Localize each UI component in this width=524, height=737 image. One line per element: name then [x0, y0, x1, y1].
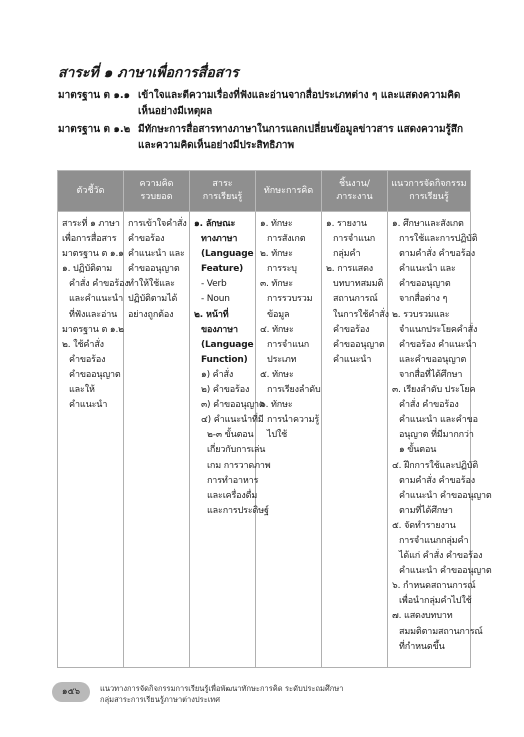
cell-line: คำสั่ง คำขอร้อง: [399, 400, 459, 411]
cell-line: เกม การวาดภาพ: [207, 460, 271, 471]
cell-line: คำแนะนำ: [333, 354, 372, 365]
standard-1: [58, 88, 472, 120]
cell-line: ประเภท: [267, 354, 297, 365]
page-number: ๑๕๖: [52, 682, 90, 702]
cell-line: อย่างถูกต้อง: [128, 309, 174, 320]
cell-line: คำขอร้อง: [333, 324, 370, 335]
cell-line: ตามคำสั่ง คำขอร้อง: [399, 475, 475, 486]
cell-line: การเข้าใจคำสั่ง: [128, 219, 187, 229]
cell-line: และการประดิษฐ์: [207, 505, 269, 516]
cell-line: ที่กำหนดขึ้น: [399, 641, 445, 652]
cell-line: ๑. ศึกษาและสังเกต: [392, 219, 464, 229]
cell-line: Function): [201, 354, 248, 365]
cell-line: สถานการณ์: [333, 294, 378, 305]
cell-line: คำขอร้อง คำแนะนำ: [399, 339, 477, 350]
standard-label: มาตรฐาน ต ๑.๒: [58, 124, 131, 135]
header-line: ทักษะการคิด: [263, 185, 314, 196]
cell-line: จำแนกประโยคคำสั่ง: [399, 324, 478, 335]
cell-line: ๒. หน้าที่: [194, 309, 229, 320]
cell-line: ตามคำสั่ง คำขอร้อง: [399, 249, 475, 260]
cell-line: และคำแนะนำ: [69, 294, 124, 305]
header-thinking-skills: [256, 171, 322, 212]
cell-line: ๔. ฝึกการใช้และปฏิบัติ: [392, 460, 479, 471]
content-cell: [190, 212, 271, 668]
cell-line: ๓) คำขออนุญาต: [201, 400, 265, 411]
header-tasks: [322, 171, 388, 212]
cell-line: (Language: [201, 339, 254, 350]
cell-line: - Verb: [201, 279, 227, 290]
cell-line: ปฏิบัติตามได้: [128, 294, 178, 305]
cell-line: การรวบรวม: [267, 294, 313, 305]
cell-line: การนำความรู้: [267, 415, 320, 426]
cell-line: - Noun: [201, 294, 230, 305]
header-line: ชิ้นงาน/: [339, 179, 370, 189]
cell-line: ๓. เรียงลำดับ ประโยค: [392, 385, 476, 396]
cell-line: ทางภาษา: [201, 234, 238, 245]
header-line: ภาระงาน: [336, 192, 373, 202]
cell-line: คำขอร้อง: [69, 354, 106, 365]
cell-line: ๒. รวบรวมและ: [392, 309, 450, 320]
cell-line: (Language: [201, 249, 254, 260]
cell-line: การจำแนก: [333, 234, 376, 245]
cell-line: ในการใช้คำสั่ง: [333, 309, 389, 320]
cell-line: และเครื่องดื่ม: [207, 490, 258, 501]
standard-2: [58, 122, 472, 154]
cell-line: ๑) คำสั่ง: [201, 369, 234, 380]
cell-line: ๖. ทักษะ: [260, 400, 293, 411]
cell-line: คำแนะนำ: [69, 400, 108, 411]
header-line: รวบยอด: [140, 192, 173, 202]
cell-line: จากสื่อที่ได้ศึกษา: [399, 369, 463, 380]
cell-line: สาระที่ ๑ ภาษา: [62, 219, 120, 229]
cell-line: ๒-๓ ขั้นตอน: [207, 430, 254, 441]
cell-line: สมมติตามสถานการณ์: [399, 626, 483, 637]
indicators-cell: [58, 212, 129, 668]
cell-line: คำแนะนำ คำขออนุญาต: [399, 490, 492, 501]
cell-line: ของภาษา: [201, 324, 238, 335]
cell-line: คำสั่ง คำขอร้อง: [69, 279, 129, 290]
table-row: [58, 212, 471, 668]
cell-line: และคำขออนุญาต: [399, 354, 467, 365]
cell-line: บทบาทสมมติ: [333, 279, 384, 290]
header-line: การเรียนรู้: [409, 192, 449, 202]
cell-line: การใช้และการปฏิบัติ: [399, 234, 478, 245]
header-line: การเรียนรู้: [202, 192, 243, 202]
cell-line: การจำแนก: [267, 339, 310, 350]
cell-line: ๒. การแสดง: [326, 264, 374, 275]
tasks-cell: [322, 212, 388, 668]
cell-line: ๓. ทักษะ: [260, 279, 293, 290]
strand-title: สาระที่ ๑ ภาษาเพื่อการสื่อสาร: [58, 65, 239, 81]
cell-line: ข้อมูล: [267, 309, 290, 320]
cell-line: ไปใช้: [267, 430, 288, 441]
cell-line: ๒) คำขอร้อง: [201, 385, 250, 396]
footer-line: กลุ่มสาระการเรียนรู้ภาษาต่างประเทศ: [100, 695, 220, 704]
cell-line: ทำให้ใช้และ: [128, 279, 175, 290]
cell-line: ที่ฟังและอ่าน: [69, 309, 118, 320]
cell-line: ตามที่ได้ศึกษา: [399, 505, 453, 516]
header-indicators: [58, 171, 124, 212]
cell-line: ๑. ลักษณะ: [194, 219, 236, 229]
header-line: สาระ: [212, 179, 233, 189]
cell-line: การทำอาหาร: [207, 475, 259, 486]
cell-line: ๑. ปฏิบัติตาม: [62, 264, 113, 275]
cell-line: คำขออนุญาต: [399, 279, 451, 290]
thinking-skills-cell: [256, 212, 322, 668]
cell-line: ๑. ทักษะ: [260, 219, 293, 229]
cell-line: อนุญาต ที่มีมากกว่า: [399, 430, 474, 441]
cell-line: ๒. ใช้คำสั่ง: [62, 339, 104, 350]
header-activities: [388, 171, 471, 212]
cell-line: มาตรฐาน ต ๑.๑: [62, 249, 124, 260]
header-content: [190, 171, 256, 212]
cell-line: ๑ ขั้นตอน: [399, 445, 437, 456]
cell-line: Feature): [201, 264, 244, 275]
cell-line: การสังเกต: [267, 234, 306, 245]
cell-line: ๑. รายงาน: [326, 219, 367, 229]
cell-line: เพื่อการสื่อสาร: [62, 234, 117, 245]
cell-line: เพื่อนำกลุ่มคำไปใช้: [399, 596, 472, 607]
cell-line: ๕. ทักษะ: [260, 369, 294, 380]
learning-plan-table: [57, 170, 492, 668]
cell-line: ๔) คำแนะนำที่มี: [201, 415, 264, 426]
cell-line: ๖. กำหนดสถานการณ์: [392, 581, 476, 592]
activities-cell: [388, 212, 492, 668]
header-line: ความคิด: [139, 179, 174, 189]
cell-line: และให้: [69, 385, 95, 396]
cell-line: คำขอร้อง: [128, 234, 165, 245]
header-line: แนวการจัดกิจกรรม: [391, 179, 467, 189]
footer-line: แนวทางการจัดกิจกรรมการเรียนรู้เพื่อพัฒนาทักษะการคิด ระดับประถมศึกษา: [100, 684, 344, 693]
cell-line: การระบุ: [267, 264, 297, 275]
table-header-row: [58, 171, 471, 212]
standard-label: มาตรฐาน ต ๑.๑: [58, 90, 130, 101]
cell-line: กลุ่มคำ: [333, 249, 361, 260]
cell-line: คำแนะนำ และ: [128, 249, 185, 260]
cell-line: ๒. ทักษะ: [260, 249, 293, 260]
cell-line: การจำแนกกลุ่มคำ: [399, 535, 469, 546]
cell-line: ๗. แสดงบทบาท: [392, 611, 453, 622]
cell-line: จากสื่อต่าง ๆ: [399, 294, 448, 305]
cell-line: มาตรฐาน ต ๑.๒: [62, 324, 124, 335]
header-concept: [124, 171, 190, 212]
cell-line: ๕. จัดทำรายงาน: [392, 520, 456, 531]
footer-caption: [100, 683, 480, 705]
cell-line: คำขออนุญาต: [69, 369, 121, 380]
standard-text: มีทักษะการสื่อสารทางภาษาในการแลกเปลี่ยนข้อมูลข่าวสาร แสดงความรู้สึกและความคิดเห็นอย่างมีประสิทธิภาพ: [138, 124, 464, 151]
header-line: ตัวชี้วัด: [76, 185, 105, 196]
cell-line: คำขออนุญาต: [128, 264, 180, 275]
cell-line: คำแนะนำ และ: [399, 264, 456, 275]
cell-line: ๔. ทักษะ: [260, 324, 294, 335]
cell-line: คำแนะนำ คำขออนุญาต: [399, 566, 492, 577]
standard-text: เข้าใจและตีความเรื่องที่ฟังและอ่านจากสื่อประเภทต่าง ๆ และแสดงความคิดเห็นอย่างมีเหตุผล: [138, 90, 461, 117]
cell-line: คำขออนุญาต: [333, 339, 385, 350]
cell-line: ได้แก่ คำสั่ง คำขอร้อง: [399, 551, 483, 562]
cell-line: การเรียงลำดับ: [267, 385, 321, 396]
cell-line: เกี่ยวกับการเล่น: [207, 445, 266, 456]
cell-line: คำแนะนำ และคำขอ: [399, 415, 478, 426]
concept-cell: [124, 212, 190, 668]
